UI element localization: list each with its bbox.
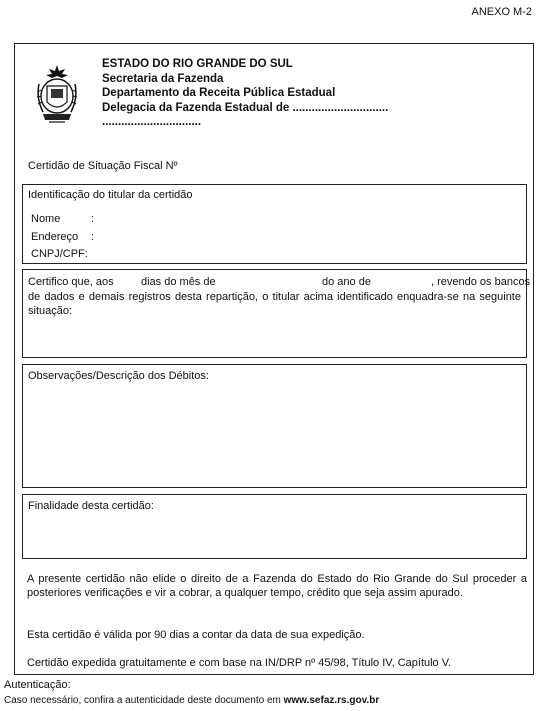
- address-colon: :: [91, 231, 95, 243]
- holder-heading: Identificação do titular da certidão: [28, 189, 193, 201]
- certify-part-3: do ano de: [322, 276, 371, 288]
- issuer-header: [102, 57, 388, 130]
- certify-part-4: , revendo os bancos: [431, 276, 531, 288]
- validity-note: Esta certidão é válida por 90 dias a contar da data de sua expedição.: [27, 629, 365, 641]
- purpose-box: [22, 494, 527, 559]
- legal-note: A presente certidão não elide o direito de a Fazenda do Estado do Rio Grande do Sul proceder a posteriores verificações e vir a cobrar, a qualquer tempo, crédito que seja assim apurado.: [27, 573, 527, 599]
- delegacia-line-continued: ...............................: [102, 116, 202, 128]
- authentication-url[interactable]: www.sefaz.rs.gov.br: [283, 695, 380, 706]
- certification-text: [28, 275, 531, 319]
- certify-rest: de dados e demais registros desta repartição, o titular acima identificado enquadra-se na seguinte situação:: [28, 290, 521, 317]
- observations-label: Observações/Descrição dos Débitos:: [28, 370, 209, 382]
- authentication-note: [4, 695, 379, 706]
- certificate-number-label: Certidão de Situação Fiscal Nº: [28, 160, 178, 172]
- name-field: [31, 213, 95, 225]
- name-label: Nome: [31, 213, 61, 225]
- cnpj-field: [31, 248, 88, 260]
- authentication-label: Autenticação:: [4, 679, 71, 691]
- name-colon: :: [91, 213, 95, 225]
- address-label: Endereço: [31, 231, 79, 243]
- department-name: Departamento da Receita Pública Estadual: [102, 87, 336, 99]
- purpose-label: Finalidade desta certidão:: [28, 500, 154, 512]
- certify-part-2: dias do mês de: [141, 276, 216, 288]
- certify-part-1: Certifico que, aos: [28, 276, 114, 288]
- certification-box: [22, 269, 531, 358]
- cnpj-label: CNPJ/CPF:: [31, 248, 88, 260]
- certificate-form: [14, 43, 534, 675]
- holder-identification-box: [22, 184, 527, 264]
- annex-label: ANEXO M-2: [471, 6, 532, 18]
- authentication-text: Caso necessário, confira a autenticidade deste documento em: [4, 695, 281, 706]
- delegacia-line: Delegacia da Fazenda Estadual de ..............................: [102, 101, 389, 114]
- state-name: ESTADO DO RIO GRANDE DO SUL: [102, 58, 293, 70]
- address-field: [31, 231, 95, 243]
- secretariat-name: Secretaria da Fazenda: [102, 72, 224, 85]
- coat-of-arms-icon: [35, 62, 79, 128]
- observations-box: [22, 364, 527, 488]
- legal-basis-note: Certidão expedida gratuitamente e com base na IN/DRP nº 45/98, Título IV, Capítulo V.: [27, 657, 452, 669]
